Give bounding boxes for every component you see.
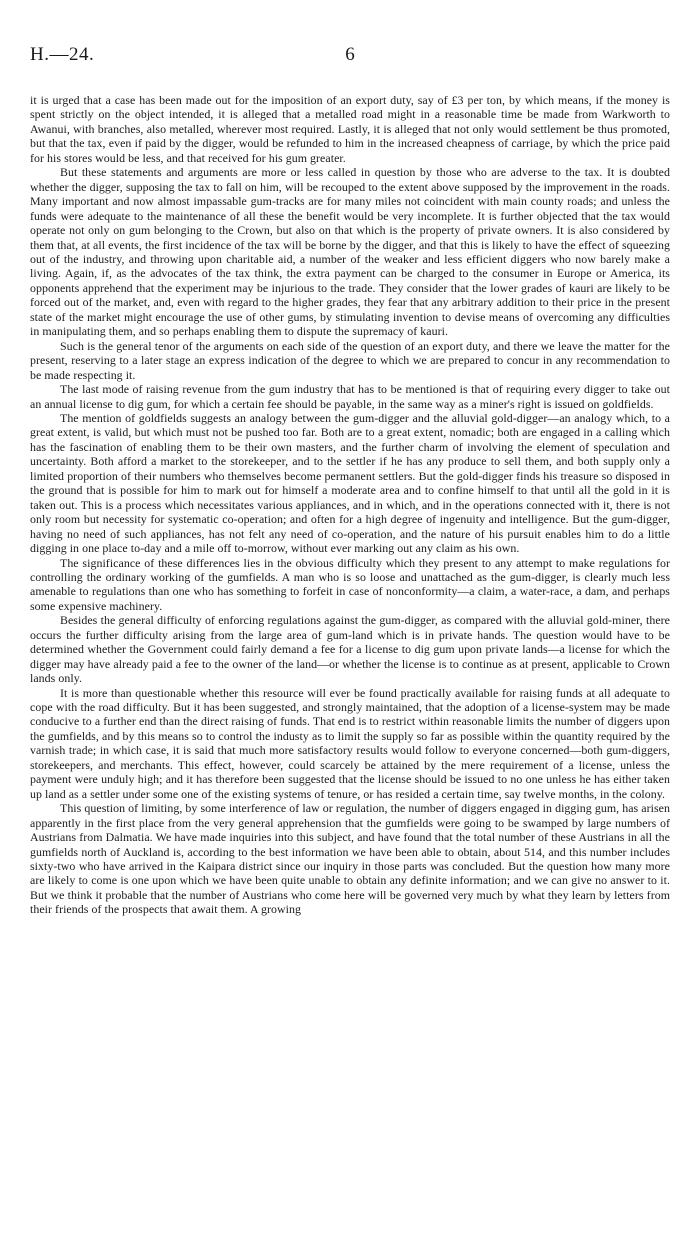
body-text <box>30 93 670 917</box>
paragraph: it is urged that a case has been made out for the imposition of an export duty, say of £3 per ton, by which means, if the money is spent strictly on the object intended, it is alleged that a metalled road might in a reasonable time be made from Warkworth to Awanui, with branches, also metalled, wherever most required. Lastly, it is alleged that not only would settlement be thus promoted, but that the tax, even if paid by the digger, would be refunded to him in the increased cheapness of carriage, by which the price paid for his stores would be less, and that received for his gum greater. <box>30 93 670 165</box>
document-id: H.—24. <box>30 44 95 65</box>
page-number: 6 <box>345 44 355 65</box>
paragraph: But these statements and arguments are more or less called in question by those who are adverse to the tax. It is doubted whether the digger, supposing the tax to fall on him, will be recouped to the extent above supposed by the improvement in the roads. Many important and now almost impassable gum-tracks are for many miles not coincident with main county roads; and unless the funds were adequate to the maintenance of all these the benefit would be very incomplete. It is further objected that the tax would operate not only on gum belonging to the Crown, but also on that which is the property of private owners. It is also considered by them that, at all events, the first incidence of the tax will be borne by the digger, and that this is likely to have the effect of squeezing out of the industry, and throwing upon charitable aid, a number of the weaker and less efficient diggers who now barely make a living. Again, if, as the advocates of the tax think, the extra payment can be charged to the consumer in Europe or America, its opponents apprehend that the experiment may be injurious to the trade. They consider that the lower grades of kauri are likely to be forced out of the market, and, even with regard to the higher grades, they fear that any arbitrary addition to their price in the present state of the market might encourage the use of other gums, by stimulating invention to devise means of overcoming any difficulties in manipulating them, and so perhaps enabling them to dispute the supremacy of kauri. <box>30 165 670 339</box>
page-header <box>30 44 670 72</box>
paragraph: It is more than questionable whether this resource will ever be found practically available for raising funds at all adequate to cope with the road difficulty. But it has been suggested, and strongly maintained, that the adoption of a license-system may be made conducive to a further end than the direct raising of funds. That end is to restrict within reasonable limits the number of diggers upon the gumfields, and by this means so to control the industy as to limit the supply so far as possible within the quantity required by the varnish trade; in which case, it is said that much more satisfactory results would follow to everyone concerned—both gum-diggers, storekeepers, and merchants. This effect, however, could scarcely be attained by the mere requirement of a license, unless the payment were unduly high; and it has therefore been suggested that the license should be issued to no one unless he has either taken up land as a settler under some one of the existing systems of tenure, or has resided a certain time, say twelve months, in the colony. <box>30 685 670 801</box>
paragraph: Besides the general difficulty of enforcing regulations against the gum-digger, as compared with the alluvial gold-miner, there occurs the further difficulty arising from the large area of gum-land which is in private hands. The question would have to be determined whether the Government could fairly demand a fee for a license to dig gum upon private lands—a license for which the digger may have already paid a fee to the owner of the land—or whether the license is to continue as at present, applicable to Crown lands only. <box>30 613 670 686</box>
paragraph: The mention of goldfields suggests an analogy between the gum-digger and the alluvial gold-digger—an analogy which, to a great extent, is valid, but which must not be pushed too far. Both are to a great extent, nomadic; both are engaged in a calling which has the fascination of enabling them to be their own masters, and the further charm of involving the element of speculation and uncertainty. Both afford a market to the storekeeper, and to the settler if he has any produce to sell them, and both supply only a limited proportion of their numbers who themselves become permanent settlers. But the gold-digger finds his treasure so disposed in the ground that is possible for him to mark out for himself a moderate area and to confine himself to that until all the gold in it is taken out. This is a process which necessitates various appliances, and in which, and in the operations connected with it, there is not only room but necessity for systematic co-operation; and often for a high degree of ingenuity and intelligence. But the gum-digger, having no need of such appliances, has not felt any need of co-operation, and the nature of his pursuit enables him to do a little digging in one place to-day and a mile off to-morrow, without ever marking out any claim as his own. <box>30 410 670 556</box>
paragraph: This question of limiting, by some interference of law or regulation, the number of diggers engaged in digging gum, has arisen apparently in the first place from the very general apprehension that the gumfields were going to be swamped by large numbers of Austrians from Dalmatia. We have made inquiries into this subject, and have found that the total number of these Austrians in all the gumfields north of Auckland is, according to the best information we have been able to obtain, about 514, and this number includes sixty-two who have arrived in the Kaipara district since our inquiry in those parts was concluded. But the question how many more are likely to come is one upon which we have been quite unable to obtain any definite information; and we can give no answer to it. But we think it probable that the number of Austrians who come here will be governed very much by what they learn by letters from their friends of the prospects that await them. A growing <box>30 801 670 917</box>
paragraph: The significance of these differences lies in the obvious difficulty which they present to any attempt to make regulations for controlling the ordinary working of the gumfields. A man who is so loose and unattached as the gum-digger, is clearly much less amenable to regulations than one who has something to forfeit in case of nonconformity—a claim, a water-race, a dam, and perhaps some expensive machinery. <box>30 555 670 613</box>
paragraph: The last mode of raising revenue from the gum industry that has to be mentioned is that of requiring every digger to take out an annual license to dig gum, for which a certain fee should be payable, in the same way as a miner's right is issued on goldfields. <box>30 382 670 411</box>
paragraph: Such is the general tenor of the arguments on each side of the question of an export duty, and there we leave the matter for the present, reserving to a later stage an express indication of the degree to which we are prepared to concur in any recommendation to be made respecting it. <box>30 338 670 382</box>
